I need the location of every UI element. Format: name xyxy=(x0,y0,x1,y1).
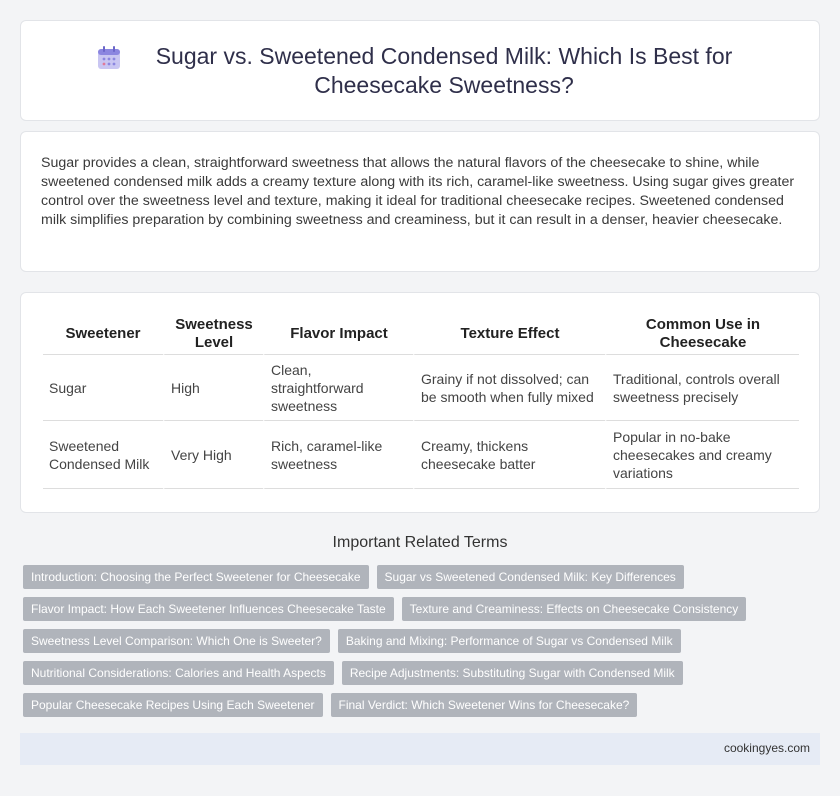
column-header: Sweetener xyxy=(43,313,163,355)
table-cell: Sweetened Condensed Milk xyxy=(43,421,163,489)
related-term-tag[interactable]: Final Verdict: Which Sweetener Wins for Cheesecake? xyxy=(331,693,638,717)
table-row xyxy=(43,355,799,421)
related-term-tag[interactable]: Nutritional Considerations: Calories and Health Aspects xyxy=(23,661,334,685)
table-cell: Grainy if not dissolved; can be smooth when fully mixed xyxy=(413,355,605,421)
related-term-tag[interactable]: Sweetness Level Comparison: Which One is Sweeter? xyxy=(23,629,330,653)
related-term-tag[interactable]: Recipe Adjustments: Substituting Sugar with Condensed Milk xyxy=(342,661,683,685)
summary-card xyxy=(20,131,820,272)
related-term-tag[interactable]: Sugar vs Sweetened Condensed Milk: Key Differences xyxy=(377,565,684,589)
related-terms-heading: Important Related Terms xyxy=(332,534,508,551)
page-title: Sugar vs. Sweetened Condensed Milk: Which Is Best for Cheesecake Sweetness? xyxy=(155,42,733,98)
column-header: Texture Effect xyxy=(413,313,605,355)
calendar-icon xyxy=(96,45,122,71)
column-header: Flavor Impact xyxy=(263,313,413,355)
table-cell: Rich, caramel-like sweetness xyxy=(263,421,413,489)
related-term-tag[interactable]: Baking and Mixing: Performance of Sugar vs Condensed Milk xyxy=(338,629,681,653)
table-row xyxy=(43,421,799,489)
table-cell: Traditional, controls overall sweetness precisely xyxy=(605,355,799,421)
summary-text: Sugar provides a clean, straightforward sweetness that allows the natural flavors of the cheesecake to shine, while sweetened condensed milk adds a creamy texture along with its rich, caramel-like sweetness. Using sugar gives greater control over the sweetness level and texture, making it ideal for traditional cheesecake recipes. Sweetened condensed milk simplifies preparation by combining sweetness and creaminess, but it can result in a denser, heavier cheesecake. xyxy=(41,155,795,228)
table-cell: Sugar xyxy=(43,355,163,421)
header-card xyxy=(20,20,820,121)
related-term-tag[interactable]: Flavor Impact: How Each Sweetener Influences Cheesecake Taste xyxy=(23,597,394,621)
related-term-tag[interactable]: Texture and Creaminess: Effects on Cheesecake Consistency xyxy=(402,597,747,621)
column-header: Common Use in Cheesecake xyxy=(605,313,799,355)
table-cell: Creamy, thickens cheesecake batter xyxy=(413,421,605,489)
table-header-row xyxy=(43,313,799,355)
footer xyxy=(20,733,820,765)
related-term-tag[interactable]: Introduction: Choosing the Perfect Sweetener for Cheesecake xyxy=(23,565,369,589)
column-header: Sweetness Level xyxy=(163,313,263,355)
comparison-table xyxy=(43,313,799,489)
related-term-tag[interactable]: Popular Cheesecake Recipes Using Each Sweetener xyxy=(23,693,323,717)
related-terms-list xyxy=(23,565,823,725)
comparison-table-card xyxy=(20,292,820,513)
table-cell: Popular in no-bake cheesecakes and creamy variations xyxy=(605,421,799,489)
site-name[interactable]: cookingyes.com xyxy=(723,741,810,755)
table-cell: Clean, straightforward sweetness xyxy=(263,355,413,421)
table-cell: Very High xyxy=(163,421,263,489)
table-cell: High xyxy=(163,355,263,421)
